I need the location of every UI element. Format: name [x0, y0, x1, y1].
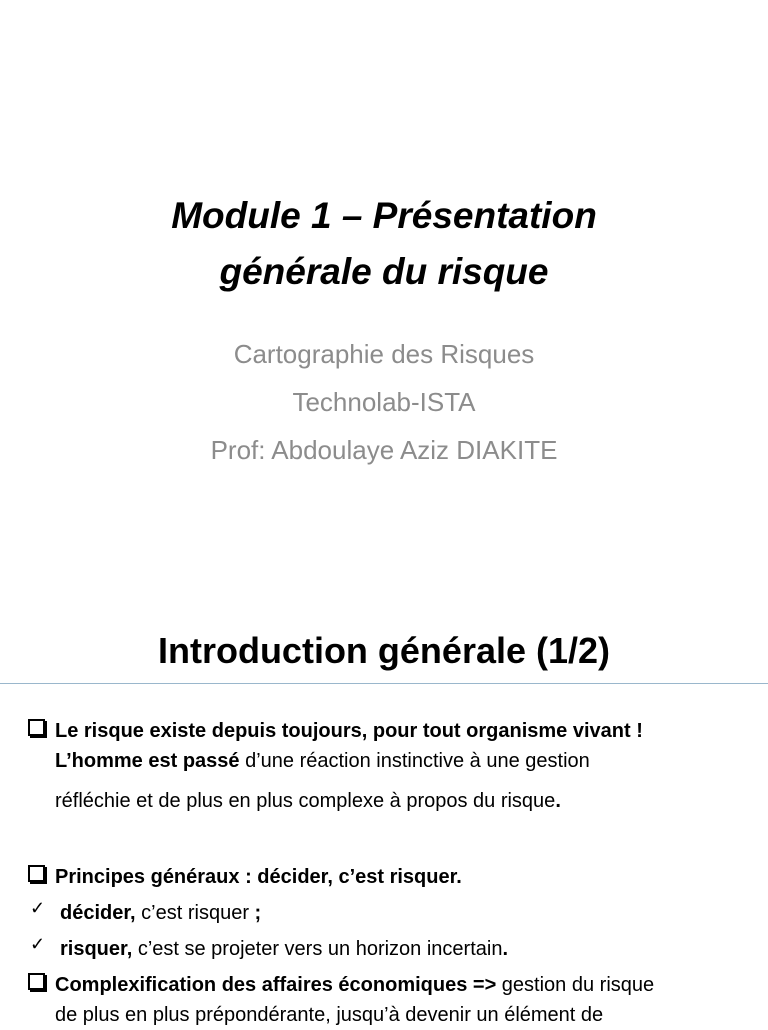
- period: .: [502, 938, 509, 960]
- body-text: de plus en plus prépondérante, jusqu’à devenir un élément de: [55, 1004, 604, 1026]
- bold-text: Complexification des affaires économiques =>: [55, 974, 497, 996]
- body-text: réfléchie et de plus en plus complexe à propos du risque: [55, 790, 556, 812]
- check-item-1: [28, 898, 748, 934]
- content-slide: [0, 600, 768, 1024]
- square-bullet-icon: [28, 973, 45, 990]
- slide-title: [0, 188, 768, 300]
- body-text: c’est risquer: [135, 902, 255, 924]
- bold-text: Principes généraux : décider, c’est risquer.: [55, 866, 462, 888]
- slide-body: [28, 716, 748, 1030]
- subtitle-line-3: Prof: Abdoulaye Aziz DIAKITE: [210, 435, 558, 465]
- bold-text: décider,: [60, 902, 136, 924]
- bold-text: Le risque existe depuis toujours, pour tout organisme vivant !: [55, 720, 643, 742]
- title-line-2: générale du risque: [219, 251, 549, 292]
- body-text: c’est se projeter vers un horizon incertain: [132, 938, 503, 960]
- subtitle-line-1: Cartographie des Risques: [233, 339, 535, 369]
- slide-subtitle: [0, 330, 768, 474]
- bullet-paragraph-2: [28, 862, 748, 898]
- checkmark-icon: ✓: [30, 898, 46, 918]
- bold-text: risquer,: [60, 938, 133, 960]
- bullet-paragraph-1: [28, 716, 748, 816]
- square-bullet-icon: [28, 865, 45, 882]
- subtitle-line-2: Technolab-ISTA: [292, 387, 476, 417]
- semicolon: ;: [254, 902, 262, 924]
- body-text: gestion du risque: [496, 974, 655, 996]
- square-bullet-icon: [28, 719, 45, 736]
- check-item-2: [28, 934, 748, 970]
- bold-text: L’homme est passé: [55, 750, 240, 772]
- checkmark-icon: ✓: [30, 934, 46, 954]
- period: .: [555, 790, 561, 812]
- bullet-paragraph-3: [28, 970, 748, 1030]
- slide-title: Introduction générale (1/2): [157, 630, 611, 671]
- title-line-1: Module 1 – Présentation: [171, 195, 597, 236]
- body-text: d’une réaction instinctive à une gestion: [239, 750, 590, 772]
- title-divider: [0, 683, 768, 684]
